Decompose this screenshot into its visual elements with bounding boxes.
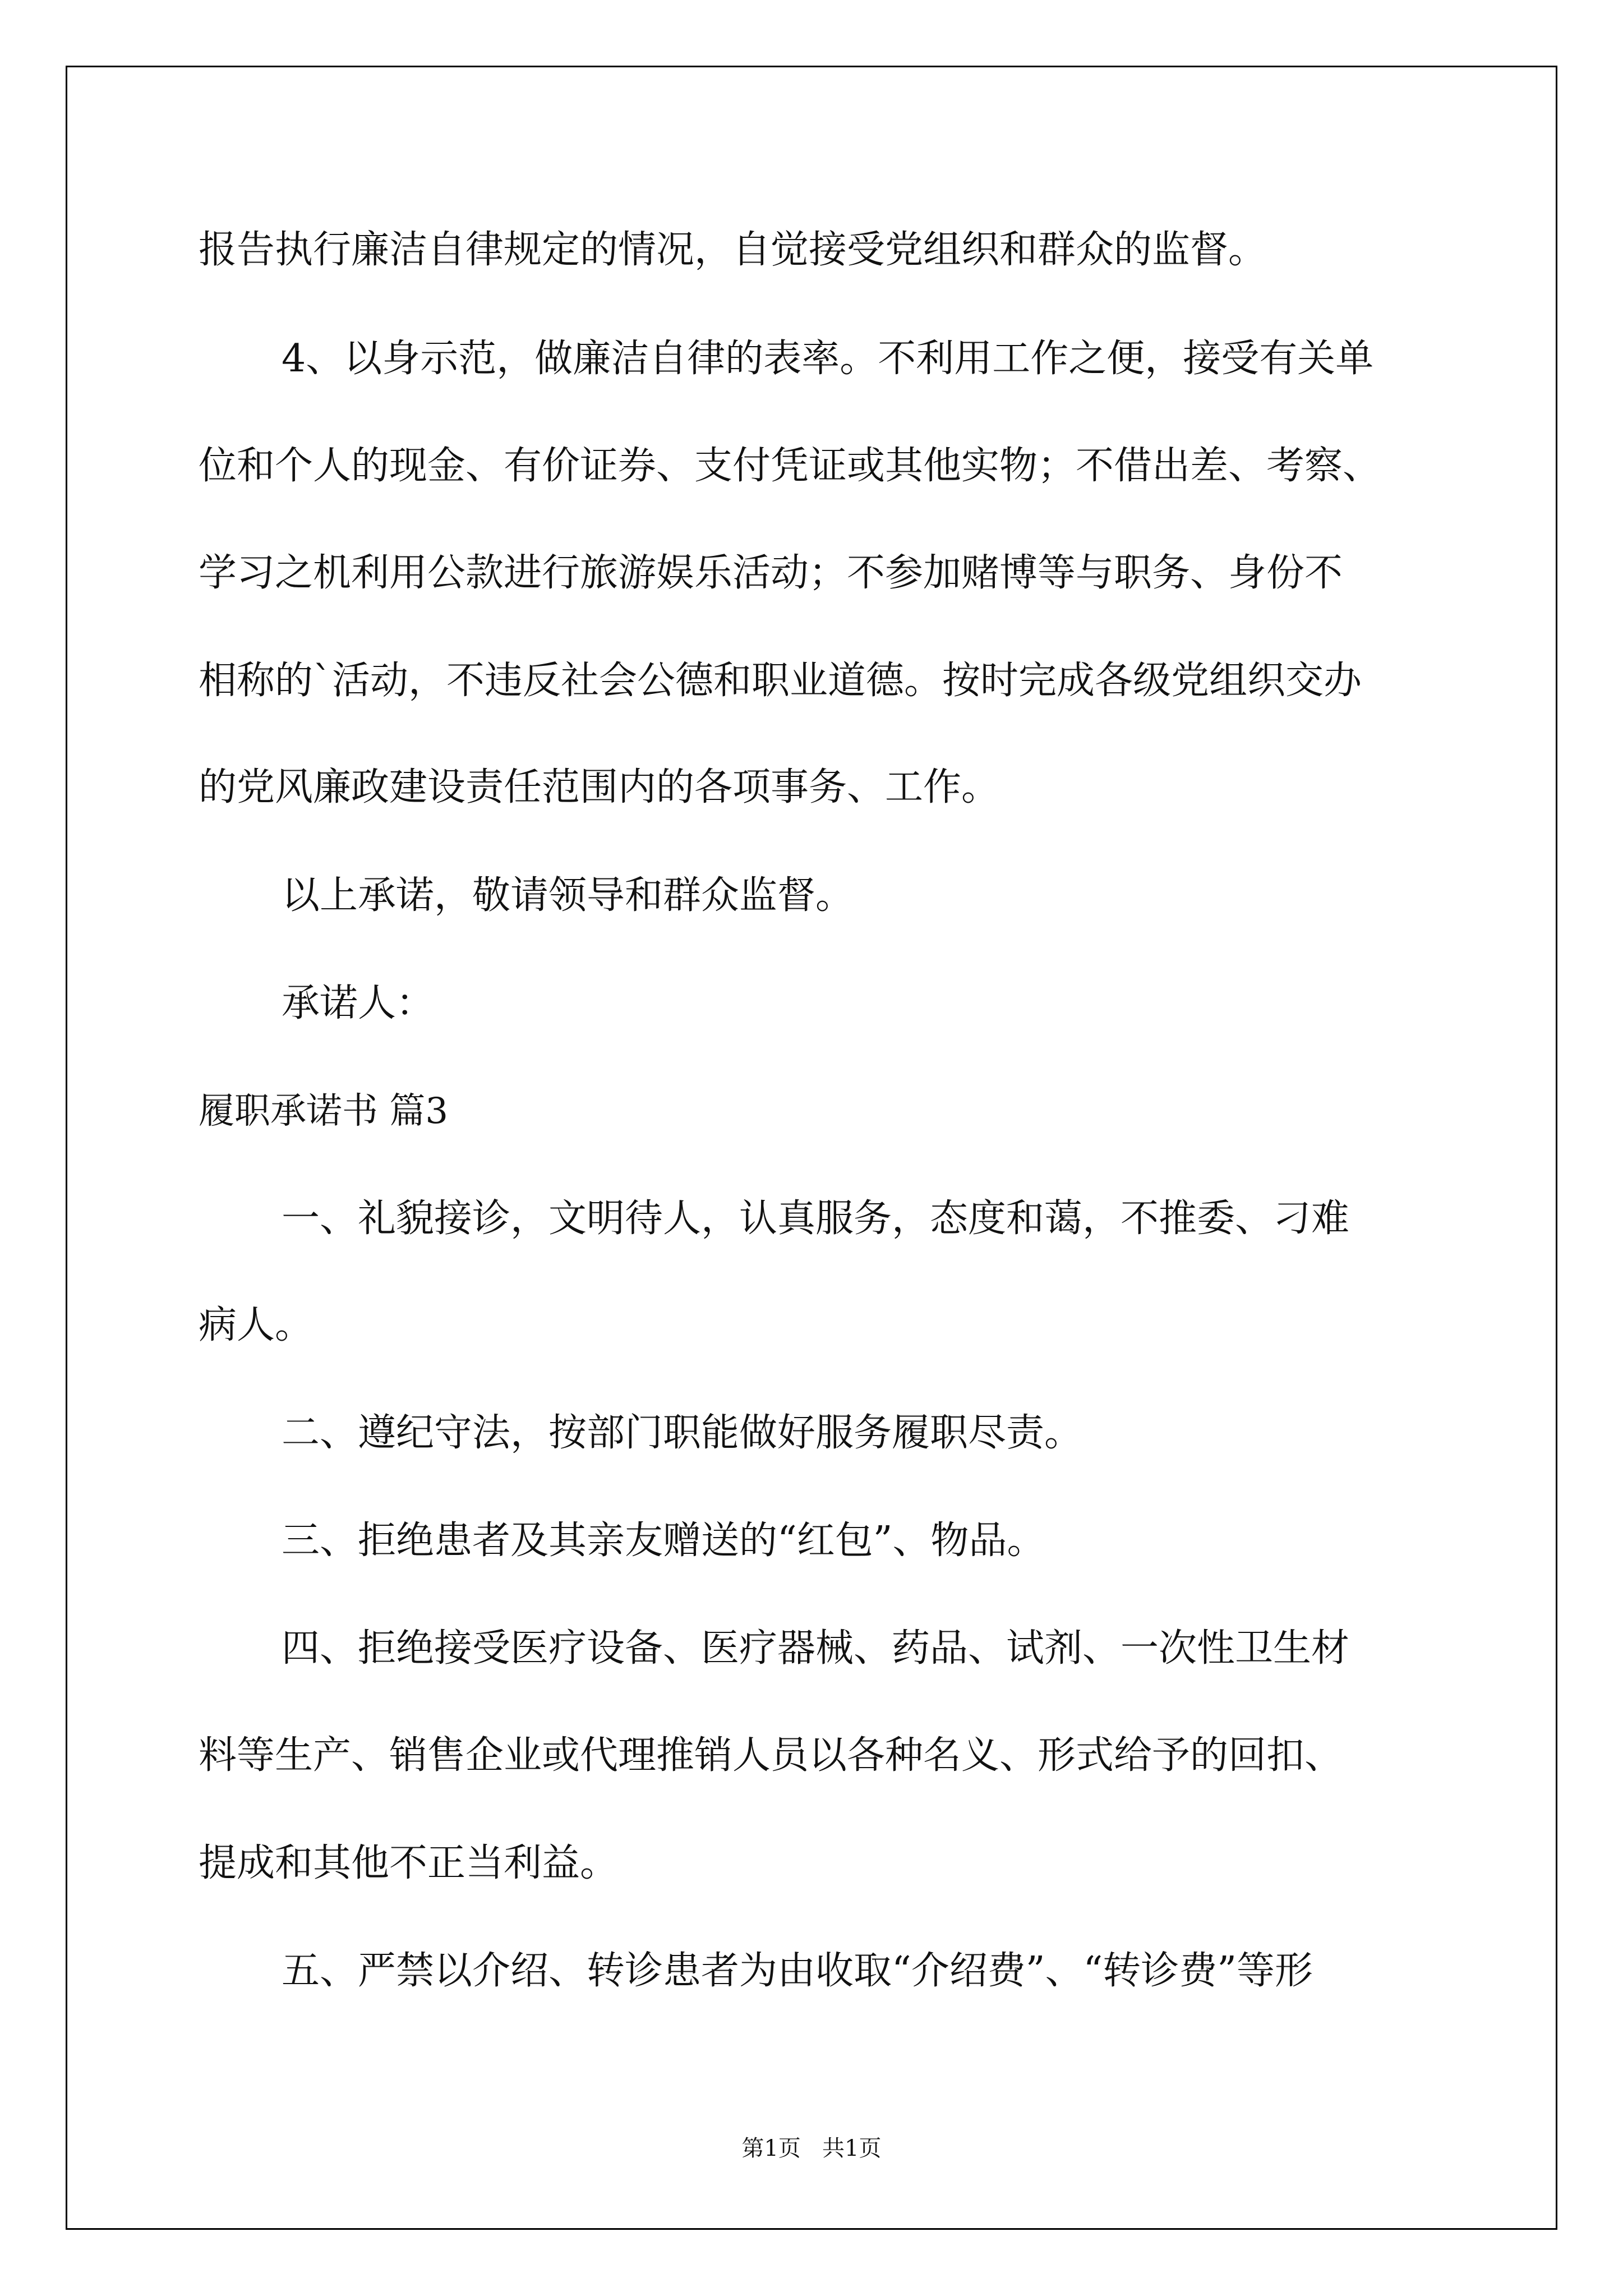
body-line: 报告执行廉洁自律规定的情况，自觉接受党组织和群众的监督。 (199, 228, 1267, 272)
body-line: 位和个人的现金、有价证券、支付凭证或其他实物；不借出差、考察、 (199, 444, 1381, 488)
body-line: 的党风廉政建设责任范围内的各项事务、工作。 (199, 765, 1000, 809)
body-line: 料等生产、销售企业或代理推销人员以各种名义、形式给予的回扣、 (199, 1733, 1343, 1778)
page-number-footer: 第1页 共1页 (741, 2136, 882, 2161)
body-line: 病人。 (199, 1303, 313, 1347)
section-heading: 履职承诺书 篇3 (199, 1091, 449, 1132)
signatory-line: 承诺人： (282, 981, 435, 1025)
body-line: 一、礼貌接诊，文明待人，认真服务，态度和蔼，不推委、刁难 (282, 1197, 1350, 1241)
body-line: 以上承诺，敬请领导和群众监督。 (282, 873, 854, 918)
body-line: 相称的`活动，不违反社会公德和职业道德。按时完成各级党组织交办 (199, 659, 1362, 703)
body-line: 三、拒绝患者及其亲友赠送的“红包”、物品。 (282, 1519, 1045, 1563)
page-border (66, 66, 1557, 2230)
body-line: 4、以身示范，做廉洁自律的表率。不利用工作之便，接受有关单 (282, 337, 1374, 381)
body-line: 五、严禁以介绍、转诊患者为由收取“介绍费”、“转诊费”等形 (282, 1949, 1313, 1993)
body-line: 提成和其他不正当利益。 (199, 1841, 619, 1885)
body-line: 学习之机利用公款进行旅游娱乐活动；不参加赌博等与职务、身份不 (199, 551, 1343, 595)
body-line: 四、拒绝接受医疗设备、医疗器械、药品、试剂、一次性卫生材 (282, 1626, 1350, 1671)
body-line: 二、遵纪守法，按部门职能做好服务履职尽责。 (282, 1411, 1083, 1455)
